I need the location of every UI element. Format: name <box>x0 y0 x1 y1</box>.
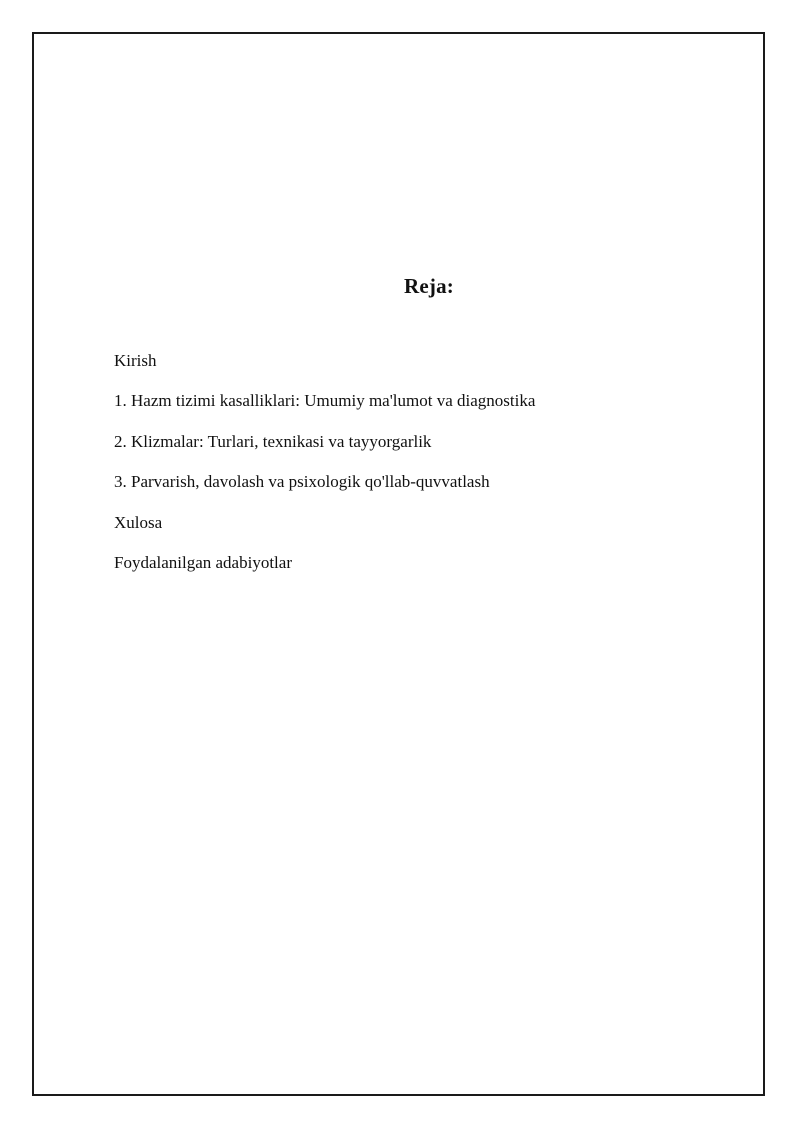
table-of-contents <box>114 351 535 593</box>
toc-item-chapter-2: 2. Klizmalar: Turlari, texnikasi va tayyorgarlik <box>114 431 432 451</box>
toc-item-chapter-3: 3. Parvarish, davolash va psixologik qo'llab-quvvatlash <box>114 472 490 492</box>
toc-item-references: Foydalanilgan adabiyotlar <box>114 552 292 572</box>
toc-item-conclusion: Xulosa <box>114 512 163 532</box>
page-title: Reja: <box>404 274 454 298</box>
toc-item-chapter-1: 1. Hazm tizimi kasalliklari: Umumiy ma'lumot va diagnostika <box>114 391 536 411</box>
toc-item-introduction: Kirish <box>114 351 157 370</box>
